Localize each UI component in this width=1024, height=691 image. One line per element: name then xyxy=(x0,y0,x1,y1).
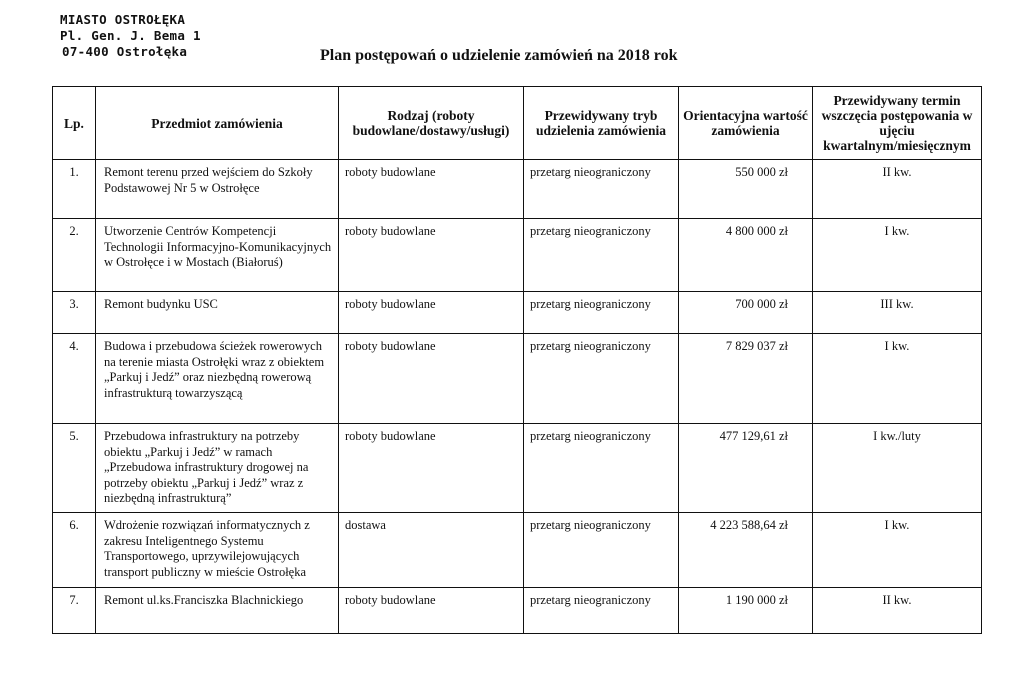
cell-mode: przetarg nieograniczony xyxy=(524,219,679,292)
col-header-mode: Przewidywany tryb udzielenia zamówienia xyxy=(524,87,679,160)
cell-type: roboty budowlane xyxy=(339,160,524,219)
col-header-type: Rodzaj (roboty budowlane/dostawy/usługi) xyxy=(339,87,524,160)
cell-subject: Budowa i przebudowa ścieżek rowerowych na terenie miasta Ostrołęki wraz z obiektem „Parkuj i Jedź” oraz niezbędną rowerową infrastrukturą towarzyszącą xyxy=(96,334,339,424)
procurement-plan-table xyxy=(52,86,982,634)
document-title: Plan postępowań o udzielenie zamówień na 2018 rok xyxy=(320,47,678,64)
cell-term: III kw. xyxy=(813,292,982,334)
table-row xyxy=(53,160,982,219)
cell-type: roboty budowlane xyxy=(339,588,524,634)
cell-lp: 1. xyxy=(53,160,96,219)
cell-term: I kw./luty xyxy=(813,424,982,513)
cell-mode: przetarg nieograniczony xyxy=(524,292,679,334)
cell-lp: 2. xyxy=(53,219,96,292)
org-street: Pl. Gen. J. Bema 1 xyxy=(60,28,201,43)
cell-value: 4 223 588,64 zł xyxy=(679,513,813,588)
table-row xyxy=(53,219,982,292)
col-header-term: Przewidywany termin wszczęcia postępowania w ujęciu kwartalnym/miesięcznym xyxy=(813,87,982,160)
cell-lp: 5. xyxy=(53,424,96,513)
col-header-lp: Lp. xyxy=(53,87,96,160)
cell-type: dostawa xyxy=(339,513,524,588)
cell-term: II kw. xyxy=(813,588,982,634)
cell-lp: 3. xyxy=(53,292,96,334)
cell-subject: Wdrożenie rozwiązań informatycznych z zakresu Inteligentnego Systemu Transportowego, uprzywilejowujących transport publiczny w mieście Ostrołęka xyxy=(96,513,339,588)
cell-type: roboty budowlane xyxy=(339,219,524,292)
cell-term: I kw. xyxy=(813,513,982,588)
cell-subject: Przebudowa infrastruktury na potrzeby obiektu „Parkuj i Jedź” w ramach „Przebudowa infrastruktury drogowej na potrzeby obiektu „Parkuj i Jedź” wraz z niezbędną infrastrukturą” xyxy=(96,424,339,513)
cell-value: 700 000 zł xyxy=(679,292,813,334)
cell-lp: 7. xyxy=(53,588,96,634)
cell-value: 4 800 000 zł xyxy=(679,219,813,292)
cell-mode: przetarg nieograniczony xyxy=(524,588,679,634)
organization-stamp xyxy=(60,12,201,60)
table-row xyxy=(53,588,982,634)
cell-mode: przetarg nieograniczony xyxy=(524,513,679,588)
cell-value: 1 190 000 zł xyxy=(679,588,813,634)
cell-subject: Remont terenu przed wejściem do Szkoły Podstawowej Nr 5 w Ostrołęce xyxy=(96,160,339,219)
table-row xyxy=(53,292,982,334)
cell-term: I kw. xyxy=(813,334,982,424)
cell-value: 7 829 037 zł xyxy=(679,334,813,424)
cell-lp: 4. xyxy=(53,334,96,424)
cell-subject: Remont ul.ks.Franciszka Blachnickiego xyxy=(96,588,339,634)
cell-term: II kw. xyxy=(813,160,982,219)
col-header-value: Orientacyjna wartość zamówienia xyxy=(679,87,813,160)
cell-term: I kw. xyxy=(813,219,982,292)
cell-subject: Utworzenie Centrów Kompetencji Technologii Informacyjno-Komunikacyjnych w Ostrołęce i w Mostach (Białoruś) xyxy=(96,219,339,292)
col-header-subject: Przedmiot zamówienia xyxy=(96,87,339,160)
cell-mode: przetarg nieograniczony xyxy=(524,424,679,513)
table-row xyxy=(53,513,982,588)
cell-value: 477 129,61 zł xyxy=(679,424,813,513)
cell-mode: przetarg nieograniczony xyxy=(524,160,679,219)
table-row xyxy=(53,424,982,513)
cell-lp: 6. xyxy=(53,513,96,588)
table-row xyxy=(53,334,982,424)
org-name: MIASTO OSTROŁĘKA xyxy=(60,12,186,27)
cell-type: roboty budowlane xyxy=(339,292,524,334)
cell-type: roboty budowlane xyxy=(339,424,524,513)
cell-value: 550 000 zł xyxy=(679,160,813,219)
org-postal-city: 07-400 Ostrołęka xyxy=(62,44,188,59)
table-header-row xyxy=(53,87,982,160)
cell-mode: przetarg nieograniczony xyxy=(524,334,679,424)
cell-subject: Remont budynku USC xyxy=(96,292,339,334)
cell-type: roboty budowlane xyxy=(339,334,524,424)
